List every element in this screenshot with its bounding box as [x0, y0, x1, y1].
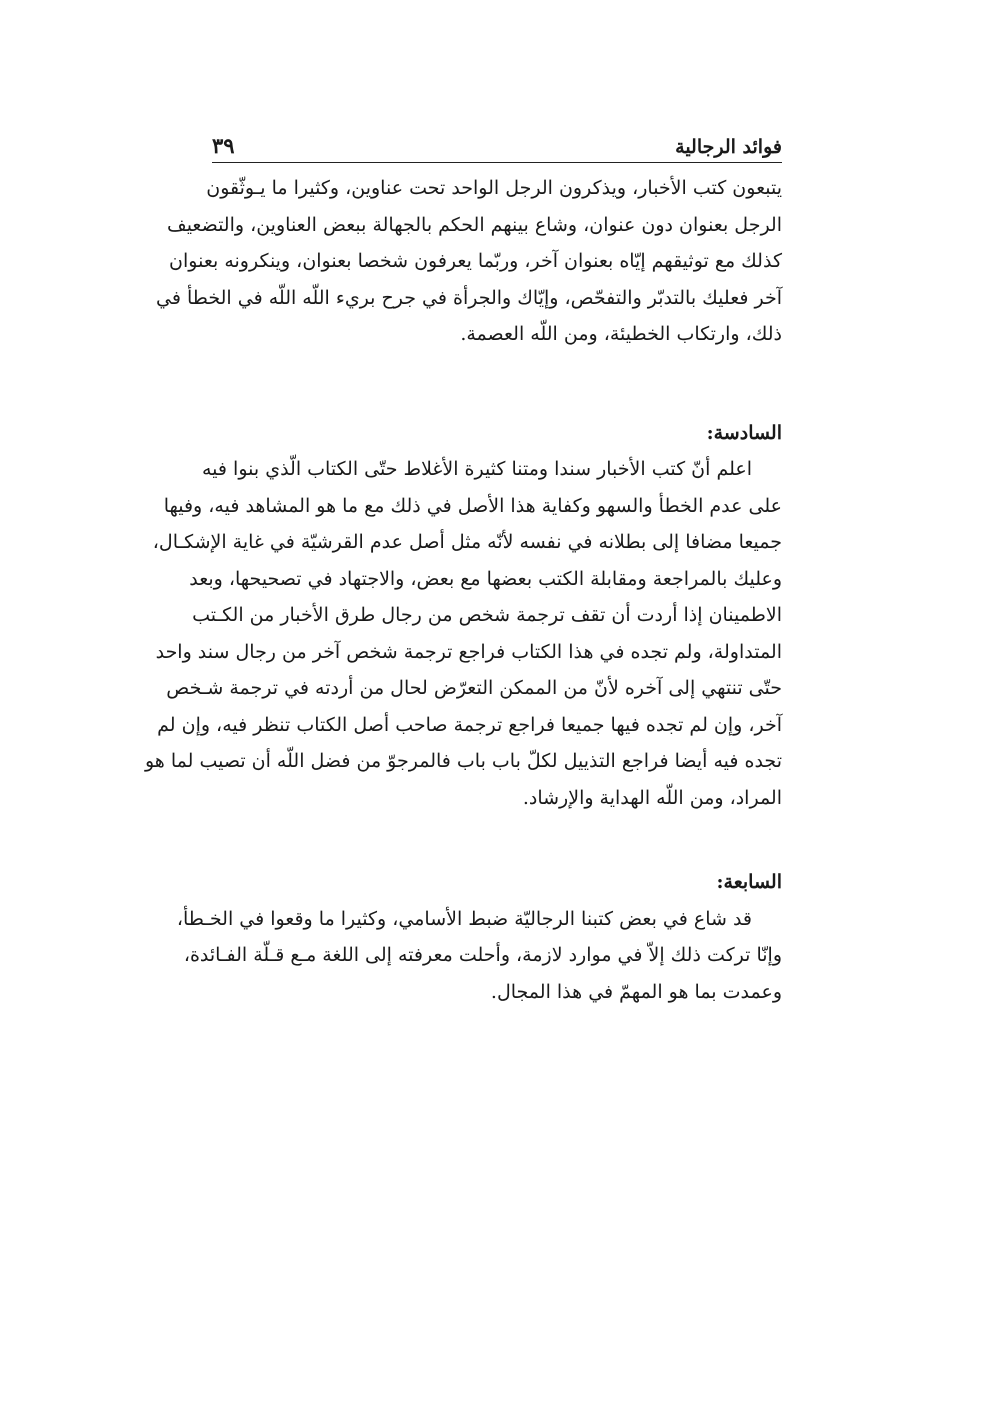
text-line: جميعا مضافا إلى بطلانه في نفسه لأنّه مثل أصل عدم القرشيّة في غاية الإشكـال،: [152, 531, 782, 553]
text-line: آخر، وإن لم تجده فيها جميعا فراجع ترجمة صاحب أصل الكتاب تنظر فيه، وإن لم: [157, 713, 782, 736]
text-line: حتّى تنتهي إلى آخره لأنّ من الممكن التعرّض لحال من أردته في ترجمة شـخص: [166, 677, 782, 699]
text-line: آخر فعليك بالتدبّر والتفحّص، وإيّاك والجرأة في جرح بريء اللّه اللّه في الخطأ في: [156, 286, 782, 309]
text-line: وعمدت بما هو المهمّ في هذا المجال.: [490, 980, 782, 1003]
text-line: قد شاع في بعض كتبنا الرجاليّة ضبط الأسامي، وكثيرا ما وقعوا في الخـطأ،: [176, 907, 752, 930]
text-line: الرجل بعنوان دون عنوان، وشاع بينهم الحكم بالجهالة ببعض العناوين، والتضعيف: [167, 213, 782, 236]
section-spacer: [212, 816, 782, 864]
text-line: الاطمينان إذا أردت أن تقف ترجمة شخص من رجال طرق الأخبار من الكـتب: [192, 604, 782, 626]
text-line: كذلك مع توثيقهم إيّاه بعنوان آخر، وربّما يعرفون شخصا بعنوان، وينكرونه بعنوان: [169, 250, 782, 272]
text-line: المتداولة، ولم تجده في هذا الكتاب فراجع ترجمة شخص آخر من رجال سند واحد: [155, 640, 782, 663]
text-line: يتبعون كتب الأخبار، ويذكرون الرجل الواحد تحت عناوين، وكثيرا ما يـوثّقون: [206, 177, 782, 199]
text-line: وإنّا تركت ذلك إلاّ في موارد لازمة، وأحلت معرفته إلى اللغة مـع قـلّة الفـائدة،: [183, 944, 782, 966]
section-seventh: [176, 864, 782, 1010]
text-line: اعلم أنّ كتب الأخبار سندا ومتنا كثيرة الأغلاط حتّى الكتاب الّذي بنوا فيه: [202, 458, 752, 480]
text-line: على عدم الخطأ والسهو وكفاية هذا الأصل في ذلك مع ما هو المشاهد فيه، وفيها: [163, 494, 782, 517]
page-number: ٣٩: [212, 133, 235, 158]
text-line: وعليك بالمراجعة ومقابلة الكتب بعضها مع بعض، والاجتهاد في تصحيحها، وبعد: [189, 567, 782, 590]
page-body: [144, 170, 782, 1010]
running-header: [212, 122, 782, 163]
text-line: ذلك، وارتكاب الخطيئة، ومن اللّه العصمة.: [460, 323, 782, 345]
section-sixth: [144, 415, 782, 817]
intro-paragraph: [156, 170, 782, 353]
text-line: تجده فيه أيضا فراجع التذييل لكلّ باب باب فالمرجوّ من فضل اللّه أن تصيب لما هو: [144, 750, 782, 772]
section-heading: السادسة:: [706, 421, 782, 444]
section-spacer: [212, 353, 782, 415]
text-line: المراد، ومن اللّه الهداية والإرشاد.: [522, 786, 782, 809]
section-heading: السابعة:: [716, 871, 782, 893]
header-title: فوائد الرجالية: [675, 136, 782, 158]
